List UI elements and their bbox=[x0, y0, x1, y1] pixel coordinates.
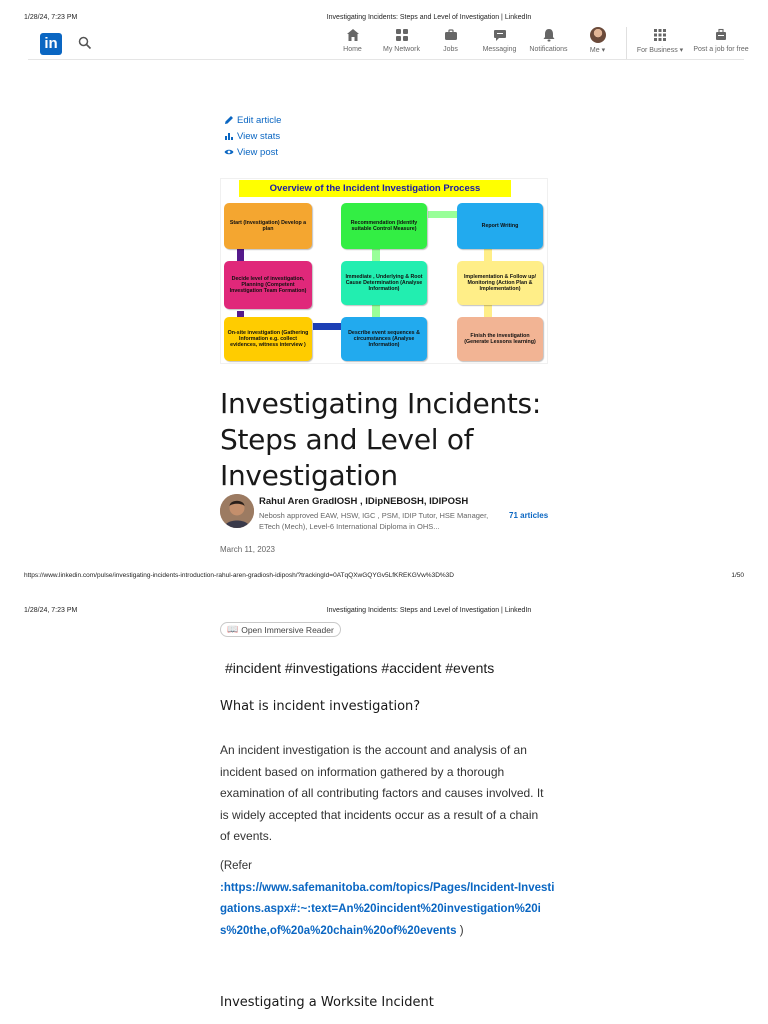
global-nav bbox=[28, 24, 749, 60]
nav-notifications-label: Notifications bbox=[529, 46, 568, 53]
bell-icon bbox=[542, 28, 556, 42]
stats-icon bbox=[224, 131, 234, 141]
eye-icon bbox=[224, 147, 234, 157]
nav-post-job[interactable] bbox=[689, 27, 753, 59]
nav-divider bbox=[626, 27, 627, 59]
search-icon[interactable] bbox=[78, 36, 92, 50]
nav-home-label: Home bbox=[343, 46, 362, 53]
view-post-link[interactable] bbox=[224, 146, 281, 158]
print-header-2 bbox=[0, 607, 768, 621]
post-job-icon bbox=[714, 28, 728, 42]
box-implementation: Implementation & Follow up/ Monitoring (Action Plan & Implementation) bbox=[457, 261, 543, 305]
article-title: Investigating Incidents: Steps and Level of Investigation bbox=[220, 387, 541, 492]
print-page-number: 1/50 bbox=[731, 572, 744, 579]
nav-my-network-label: My Network bbox=[383, 46, 420, 53]
home-icon bbox=[346, 28, 360, 42]
connector bbox=[484, 303, 492, 317]
publish-date: March 11, 2023 bbox=[220, 545, 275, 554]
author-name[interactable]: Rahul Aren GradIOSH , IDipNEBOSH, IDIPOSH bbox=[259, 496, 469, 507]
paragraph: An incident investigation is the account and analysis of an incident based on information gathered by a thorough examination of all contributing factors and causes involved. It is widely accepted that incidents occur as a result of a chain of events. bbox=[220, 743, 544, 843]
box-recommendation: Recommendation (Identify suitable Control Measure) bbox=[341, 203, 427, 249]
diagram-title: Overview of the Incident Investigation Process bbox=[239, 180, 511, 197]
articles-count-link[interactable]: 71 articles bbox=[509, 511, 549, 520]
section-heading: Investigating a Worksite Incident bbox=[220, 995, 434, 1010]
incident-process-diagram bbox=[220, 178, 548, 364]
print-datetime: 1/28/24, 7:23 PM bbox=[24, 607, 78, 614]
connector bbox=[313, 323, 343, 330]
book-icon: 📖 bbox=[227, 624, 239, 634]
reference-link[interactable]: :https://www.safemanitoba.com/topics/Pages/Incident-Investigations.aspx#:~:text=An%20incident%20investigation%20is%20the,of%20a%20chain%20of%20events bbox=[220, 881, 555, 937]
connector bbox=[428, 211, 458, 218]
reference-paragraph bbox=[220, 856, 555, 942]
box-root-cause: Immediate , Underlying & Root Cause Determination (Analyse Information) bbox=[341, 261, 427, 305]
box-finish: Finish the investigation (Generate Lessons learning) bbox=[457, 317, 543, 361]
nav-me-label: Me ▾ bbox=[589, 47, 606, 54]
author-avatar[interactable] bbox=[220, 494, 254, 528]
avatar bbox=[590, 27, 606, 43]
refer-suffix: ) bbox=[456, 924, 464, 937]
grid-icon bbox=[653, 28, 667, 42]
open-immersive-reader-button[interactable] bbox=[220, 622, 341, 637]
edit-article-link[interactable] bbox=[224, 114, 281, 126]
nav-me[interactable] bbox=[573, 27, 622, 59]
linkedin-logo[interactable]: in bbox=[40, 33, 62, 55]
nav-messaging[interactable] bbox=[475, 27, 524, 59]
nav-for-business[interactable] bbox=[631, 27, 689, 59]
box-decide-level: Decide level of investigation, Planning (Competent Investigation Team Formation) bbox=[224, 261, 312, 309]
box-start: Start (Investigation) Develop a plan bbox=[224, 203, 312, 249]
article-actions bbox=[224, 114, 281, 162]
print-url: https://www.linkedin.com/pulse/investigating-incidents-introduction-rahul-aren-gradiosh-idiposh/?trackingId=0ATqQXwGQYGv5LfKREKGVw%3D%3D bbox=[24, 572, 454, 579]
view-post-label: View post bbox=[237, 146, 279, 158]
nav-post-job-label: Post a job for free bbox=[693, 46, 749, 53]
nav-my-network[interactable] bbox=[377, 27, 426, 59]
view-stats-label: View stats bbox=[237, 130, 281, 142]
nav-home[interactable] bbox=[328, 27, 377, 59]
print-title: Investigating Incidents: Steps and Level of Investigation | LinkedIn bbox=[326, 14, 532, 21]
nav-messaging-label: Messaging bbox=[482, 46, 517, 53]
nav-notifications[interactable] bbox=[524, 27, 573, 59]
author-bio: Nebosh approved EAW, HSW, IGC , PSM, IDIP Tutor, HSE Manager, ETech (Mech), Level-6 International Diploma in OHS... bbox=[259, 511, 489, 531]
section-heading: What is incident investigation? bbox=[220, 699, 421, 714]
briefcase-icon bbox=[444, 28, 458, 42]
messaging-icon bbox=[493, 28, 507, 42]
refer-prefix: (Refer bbox=[220, 860, 252, 872]
nav-jobs[interactable] bbox=[426, 27, 475, 59]
hashtags: #incident #investigations #accident #events bbox=[225, 660, 495, 676]
box-onsite: On-site investigation (Gathering Information e.g. collect evidences, witness interview ) bbox=[224, 317, 312, 361]
nav-for-business-label: For Business ▾ bbox=[636, 47, 684, 54]
box-report: Report Writing bbox=[457, 203, 543, 249]
pencil-icon bbox=[224, 115, 234, 125]
print-datetime: 1/28/24, 7:23 PM bbox=[24, 14, 78, 21]
print-title: Investigating Incidents: Steps and Level of Investigation | LinkedIn bbox=[326, 607, 532, 614]
edit-article-label: Edit article bbox=[237, 114, 282, 126]
view-stats-link[interactable] bbox=[224, 130, 281, 142]
box-describe: Describe event sequences & circumstances (Analyse Information) bbox=[341, 317, 427, 361]
network-icon bbox=[395, 28, 409, 42]
nav-items bbox=[328, 27, 753, 59]
nav-jobs-label: Jobs bbox=[443, 46, 458, 53]
immersive-reader-label: Open Immersive Reader bbox=[241, 624, 334, 635]
